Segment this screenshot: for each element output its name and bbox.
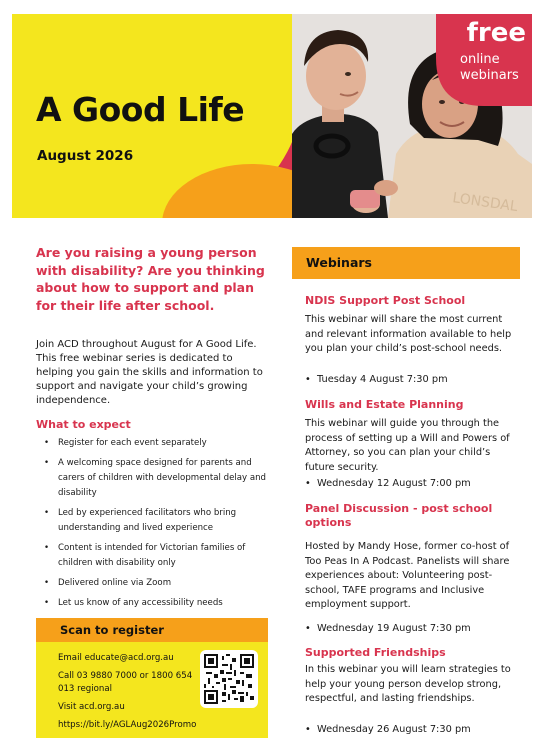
webinars-header [292, 247, 520, 279]
webinar-date-text: Wednesday 12 August 7:00 pm [317, 478, 471, 489]
qr-code-icon [204, 654, 254, 704]
intro-heading: Are you raising a young person with disability? Are you thinking about how to support and plan for their life after school. [36, 245, 265, 313]
hero-photo [292, 14, 532, 218]
webinar-date: • Tuesday 4 August 7:30 pm [305, 374, 448, 385]
header-banner [12, 14, 532, 218]
list-item: • Register for each event separately [36, 436, 270, 451]
banner-graphic-panel [12, 14, 292, 218]
webinar-title: Panel Discussion - post school options [305, 502, 493, 529]
register-box [36, 618, 268, 738]
webinar-title: Wills and Estate Planning [305, 398, 464, 411]
list-item: • Let us know of any accessibility needs [36, 596, 270, 611]
register-header [36, 618, 268, 642]
register-url-link[interactable]: https://bit.ly/AGLAug2026Promo [58, 720, 197, 730]
free-subtitle: online webinars [460, 52, 519, 83]
svg-text:LONSDAL: LONSDAL [451, 190, 519, 216]
intro-body: Join ACD throughout August for A Good Life. This free webinar series is dedicated to helping you gain the skills and information to support and navigate your child’s growing independence. [36, 339, 263, 406]
webinar-description: This webinar will guide you through the process of setting up a Will and Powers of Attorney, so you can plan your child’s future security. [305, 418, 510, 473]
free-label: free [466, 18, 526, 48]
list-item: • A welcoming space designed for parents and carers of children with developmental delay and disability [36, 456, 270, 501]
list-item: • Delivered online via Zoom [36, 576, 270, 591]
page-subtitle: August 2026 [37, 148, 134, 164]
what-to-expect-heading: What to expect [36, 418, 131, 431]
webinar-date: • Wednesday 26 August 7:30 pm [305, 724, 471, 735]
webinar-date: • Wednesday 12 August 7:00 pm [305, 478, 471, 489]
qr-code[interactable] [200, 650, 258, 708]
webinar-date-text: Tuesday 4 August 7:30 pm [317, 374, 448, 385]
webinar-date: • Wednesday 19 August 7:30 pm [305, 623, 471, 634]
list-item: • Content is intended for Victorian families of children with disability only [36, 541, 270, 571]
webinar-description: Hosted by Mandy Hose, former co-host of Too Peas In A Podcast. Panelists will share experiences about: Volunteering post-school, TAFE programs and Inclusive employment support. [305, 541, 510, 610]
webinar-title: Supported Friendships [305, 646, 446, 659]
page-title: A Good Life [36, 90, 245, 129]
what-to-expect-list [36, 436, 270, 616]
webinar-description: In this webinar you will learn strategies to help your young person develop strong, respectful, and lasting friendships. [305, 664, 511, 704]
webinar-description: This webinar will share the most current and relevant information available to help you plan your child’s post-school needs. [305, 314, 512, 354]
webinar-date-text: Wednesday 26 August 7:30 pm [317, 724, 471, 735]
email-link[interactable]: Email educate@acd.org.au [58, 653, 174, 663]
website-link[interactable]: Visit acd.org.au [58, 702, 125, 712]
phone-numbers[interactable]: Call 03 9880 7000 or 1800 654 013 regional [58, 671, 193, 694]
webinar-title: NDIS Support Post School [305, 294, 466, 307]
webinar-date-text: Wednesday 19 August 7:30 pm [317, 623, 471, 634]
contact-details [58, 652, 208, 737]
webinars-heading: Webinars [306, 255, 372, 270]
list-item: • Led by experienced facilitators who bring understanding and lived experience [36, 506, 270, 536]
register-title: Scan to register [60, 623, 164, 637]
